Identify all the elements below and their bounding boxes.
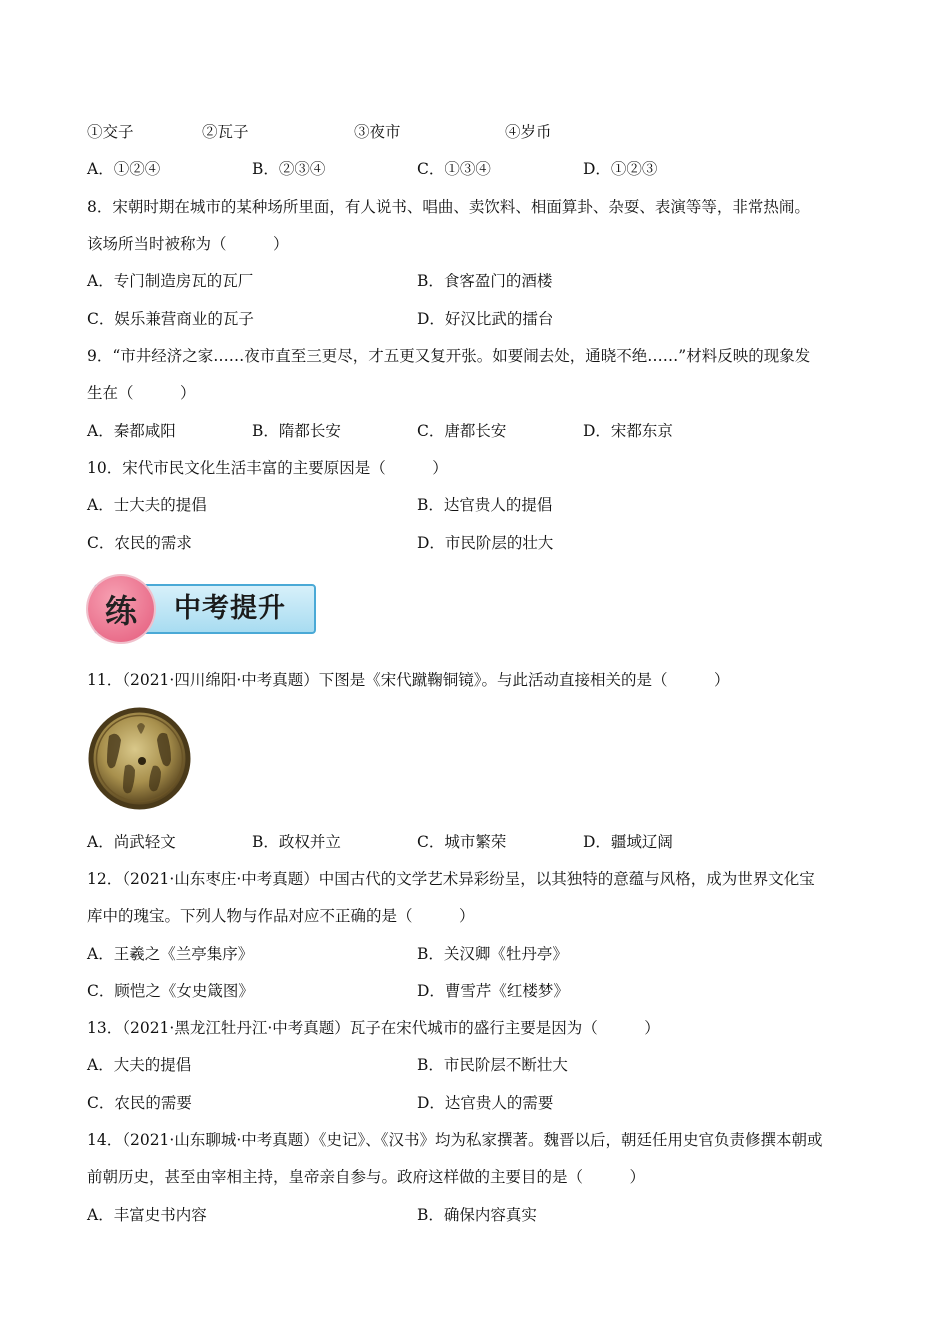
q12-option-d: D．曹雪芹《红楼梦》	[417, 982, 569, 1000]
q11-option-a: A．尚武轻文	[87, 833, 176, 851]
q10-option-a: A．士大夫的提倡	[87, 496, 207, 514]
q12-stem-line2: 库中的瑰宝。下列人物与作品对应不正确的是（ ）	[87, 907, 475, 925]
q12-option-a: A．王羲之《兰亭集序》	[87, 945, 254, 963]
q10-option-b: B．达官贵人的提倡	[417, 496, 553, 514]
q11-option-b: B．政权并立	[252, 833, 341, 851]
q13-option-c: C．农民的需要	[87, 1094, 192, 1112]
q7-option-d: D．①②③	[583, 160, 658, 178]
q8-option-c: C．娱乐兼营商业的瓦子	[87, 310, 254, 328]
q7-item-2: ②瓦子	[202, 123, 249, 141]
q12-stem-line1: 12．（2021·山东枣庄·中考真题）中国古代的文学艺术异彩纷呈，以其独特的意蕴与风格，成为世界文化宝	[87, 870, 815, 888]
q14-stem-line1: 14．（2021·山东聊城·中考真题）《史记》、《汉书》均为私家撰著。魏晋以后，朝廷任用史官负责修撰本朝或	[87, 1131, 823, 1149]
q14-option-a: A．丰富史书内容	[87, 1206, 207, 1224]
q7-option-a: A．①②④	[87, 160, 161, 178]
q9-option-a: A．秦都咸阳	[87, 422, 176, 440]
q9-option-c: C．唐都长安	[417, 422, 507, 440]
q11-stem-line1: 11．（2021·四川绵阳·中考真题）下图是《宋代蹴鞠铜镜》。与此活动直接相关的是（ ）	[87, 671, 730, 689]
q8-stem-line1: 8．宋朝时期在城市的某种场所里面，有人说书、唱曲、卖饮料、相面算卦、杂耍、表演等等，非常热闹。	[87, 198, 810, 216]
q13-stem-line1: 13．（2021·黑龙江牡丹江·中考真题）瓦子在宋代城市的盛行主要是因为（ ）	[87, 1019, 660, 1037]
q10-option-d: D．市民阶层的壮大	[417, 534, 554, 552]
section-banner	[88, 576, 316, 642]
q8-option-a: A．专门制造房瓦的瓦厂	[87, 272, 254, 290]
q8-option-d: D．好汉比武的擂台	[417, 310, 554, 328]
q13-option-d: D．达官贵人的需要	[417, 1094, 554, 1112]
q10-stem-line1: 10．宋代市民文化生活丰富的主要原因是（ ）	[87, 459, 448, 477]
q9-stem-line1: 9．“市井经济之家……夜市直至三更尽，才五更又复开张。如要闹去处，通晓不绝……”材料反映的现象发	[87, 347, 811, 365]
q11-option-c: C．城市繁荣	[417, 833, 507, 851]
q8-option-b: B．食客盈门的酒楼	[417, 272, 553, 290]
banner-badge: 练	[88, 576, 154, 642]
q9-option-d: D．宋都东京	[583, 422, 673, 440]
q7-item-3: ③夜市	[354, 123, 401, 141]
q12-option-b: B．关汉卿《牡丹亭》	[417, 945, 568, 963]
q13-option-b: B．市民阶层不断壮大	[417, 1056, 568, 1074]
q9-option-b: B．隋都长安	[252, 422, 341, 440]
q11-option-d: D．疆域辽阔	[583, 833, 673, 851]
q14-stem-line2: 前朝历史，甚至由宰相主持，皇帝亲自参与。政府这样做的主要目的是（ ）	[87, 1168, 646, 1186]
q7-item-1: ①交子	[87, 123, 134, 141]
q13-option-a: A．大夫的提倡	[87, 1056, 192, 1074]
q7-option-b: B．②③④	[252, 160, 326, 178]
q7-item-4: ④岁币	[505, 123, 552, 141]
bronze-mirror-image	[87, 706, 192, 811]
q10-option-c: C．农民的需求	[87, 534, 192, 552]
q14-option-b: B．确保内容真实	[417, 1206, 537, 1224]
q12-option-c: C．顾恺之《女史箴图》	[87, 982, 254, 1000]
q9-stem-line2: 生在（ ）	[87, 384, 196, 402]
q7-option-c: C．①③④	[417, 160, 491, 178]
banner-title: 中考提升	[174, 593, 286, 624]
q8-stem-line2: 该场所当时被称为（ ）	[87, 235, 289, 253]
